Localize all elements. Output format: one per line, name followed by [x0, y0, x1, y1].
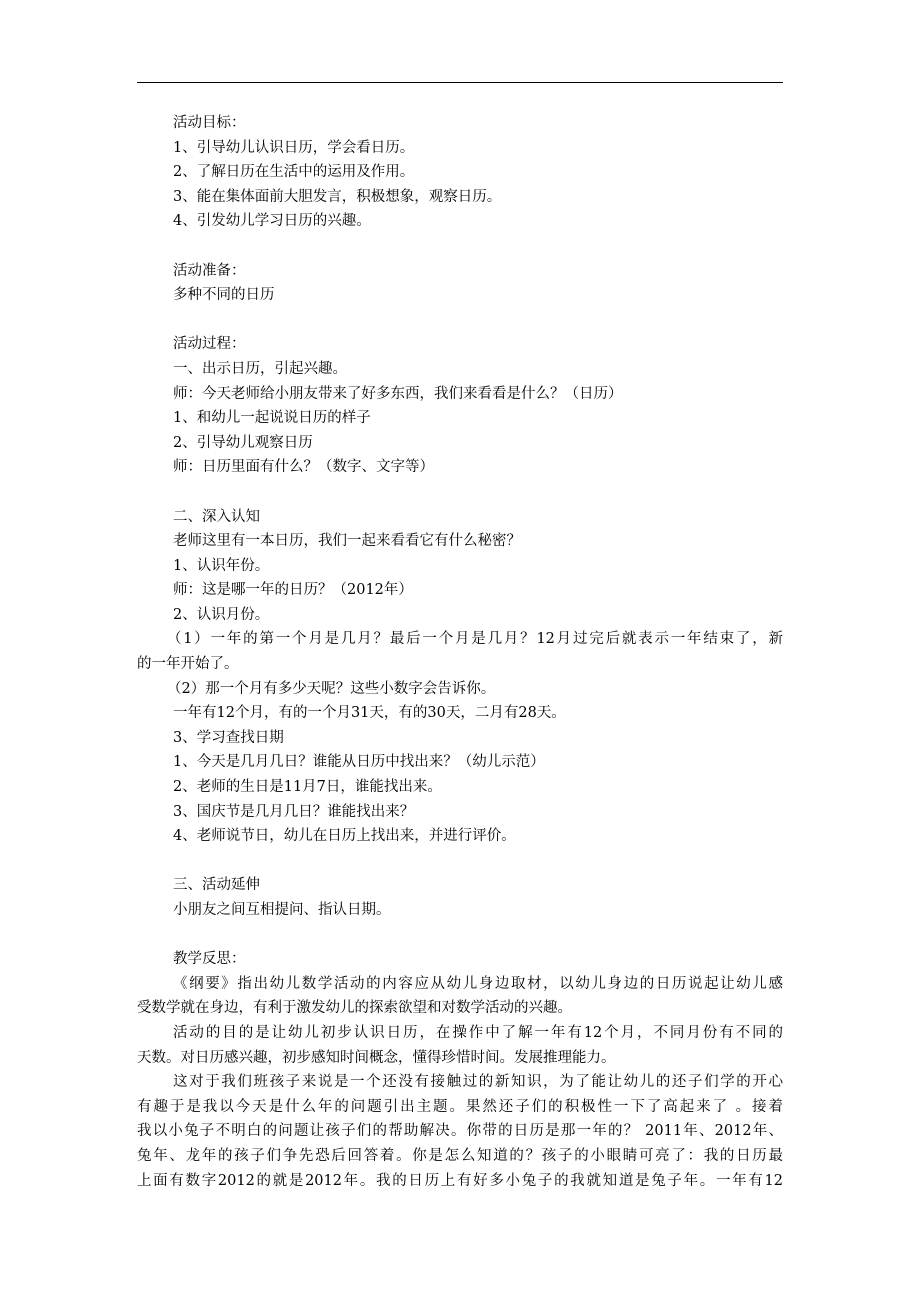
reflection-p3-line-2: 有趣于是我以今天是什么年的问题引出主题。果然还子们的积极性一下了高起来了 。接着 — [137, 1098, 783, 1115]
part2-question-2: （2）那一个月有多少天呢？这些小数字会告诉你。 — [167, 680, 496, 697]
spacer — [173, 849, 783, 874]
reflection-p3-line-5: 上面有数字2012的就是2012年。我的日历上有好多小兔子的我就知道是兔子年。一年有12 — [137, 1172, 783, 1189]
part1-line-1: 师：今天老师给小朋友带来了好多东西，我们来看看是什么？（日历） — [173, 385, 623, 402]
header-rule — [137, 82, 783, 83]
part2-line-year: 1、认识年份。 — [173, 557, 270, 574]
part2-line-year-question: 师：这是哪一年的日历？（2012年） — [173, 582, 413, 599]
part2-line-birthday: 2、老师的生日是11月7日，谁能找出来。 — [173, 779, 442, 796]
goals-heading: 活动目标： — [173, 115, 246, 131]
part2-intro: 老师这里有一本日历，我们一起来看看它有什么秘密？ — [173, 533, 521, 550]
goal-item-2: 2、了解日历在生活中的运用及作用。 — [173, 164, 415, 181]
spacer — [173, 234, 783, 259]
part2-title: 二、深入认知 — [173, 508, 260, 525]
reflection-p3-line-3: 我以小兔子不明白的问题让孩子们的帮助解决。你带的日历是那一年的？ 2011年、2012年、 — [137, 1123, 783, 1140]
process-heading: 活动过程： — [173, 336, 246, 353]
spacer — [173, 480, 783, 505]
goal-item-3: 3、能在集体面前大胆发言，积极想象，观察日历。 — [173, 188, 502, 205]
part2-line-festival: 4、老师说节日，幼儿在日历上找出来，并进行评价。 — [173, 828, 516, 845]
part2-line-month: 2、认识月份。 — [173, 606, 270, 623]
reflection-p1-line-2: 受数学就在身边，有利于激发幼儿的探索欲望和对数学活动的兴趣。 — [137, 1000, 572, 1017]
part2-line-national-day: 3、国庆节是几月几日？谁能找出来？ — [173, 803, 415, 820]
part1-line-3: 2、引导幼儿观察日历 — [173, 434, 313, 451]
reflection-p1-line-1: 《纲要》指出幼儿数学活动的内容应从幼儿身边取材，以幼儿身边的日历说起让幼儿感 — [173, 975, 783, 992]
document-body — [137, 111, 783, 1193]
part1-title: 一、出示日历，引起兴趣。 — [173, 360, 347, 377]
reflection-p3-line-4: 兔年、龙年的孩子们争先恐后回答着。你是怎么知道的？孩子的小眼睛可亮了：我的日历最 — [137, 1147, 783, 1164]
goal-item-1: 1、引导幼儿认识日历，学会看日历。 — [173, 139, 415, 156]
preparation-text: 多种不同的日历 — [173, 287, 275, 304]
part2-line-months-days: 一年有12个月，有的一个月31天，有的30天，二月有28天。 — [173, 705, 566, 722]
part2-line-find-date: 3、学习查找日期 — [173, 729, 284, 746]
goal-item-4: 4、引发幼儿学习日历的兴趣。 — [173, 213, 371, 230]
preparation-heading: 活动准备： — [173, 262, 246, 279]
part2-question-1: （1）一年的第一个月是几月？最后一个月是几月？12月过完后就表示一年结束了，新 — [167, 631, 783, 648]
reflection-p2-line-1: 活动的目的是让幼儿初步认识日历，在操作中了解一年有12个月，不同月份有不同的 — [173, 1024, 783, 1041]
part3-text: 小朋友之间互相提问、指认日期。 — [173, 902, 391, 918]
part1-line-2: 1、和幼儿一起说说日历的样子 — [173, 410, 371, 427]
part2-line-today: 1、今天是几月几日？谁能从日历中找出来？（幼儿示范） — [173, 754, 545, 771]
reflection-p3-line-1: 这对于我们班孩子来说是一个还没有接触过的新知识，为了能让幼儿的还子们学的开心 — [173, 1074, 783, 1091]
spacer — [173, 308, 783, 333]
part1-line-4: 师：日历里面有什么？（数字、文字等） — [173, 459, 434, 476]
spacer — [173, 923, 783, 948]
part3-title: 三、活动延伸 — [173, 877, 260, 894]
part2-question-1-cont: 的一年开始了。 — [137, 656, 239, 673]
reflection-p2-line-2: 天数。对日历感兴趣，初步感知时间概念，懂得珍惜时间。发展推理能力。 — [137, 1049, 616, 1066]
reflection-heading: 教学反思： — [173, 951, 246, 968]
